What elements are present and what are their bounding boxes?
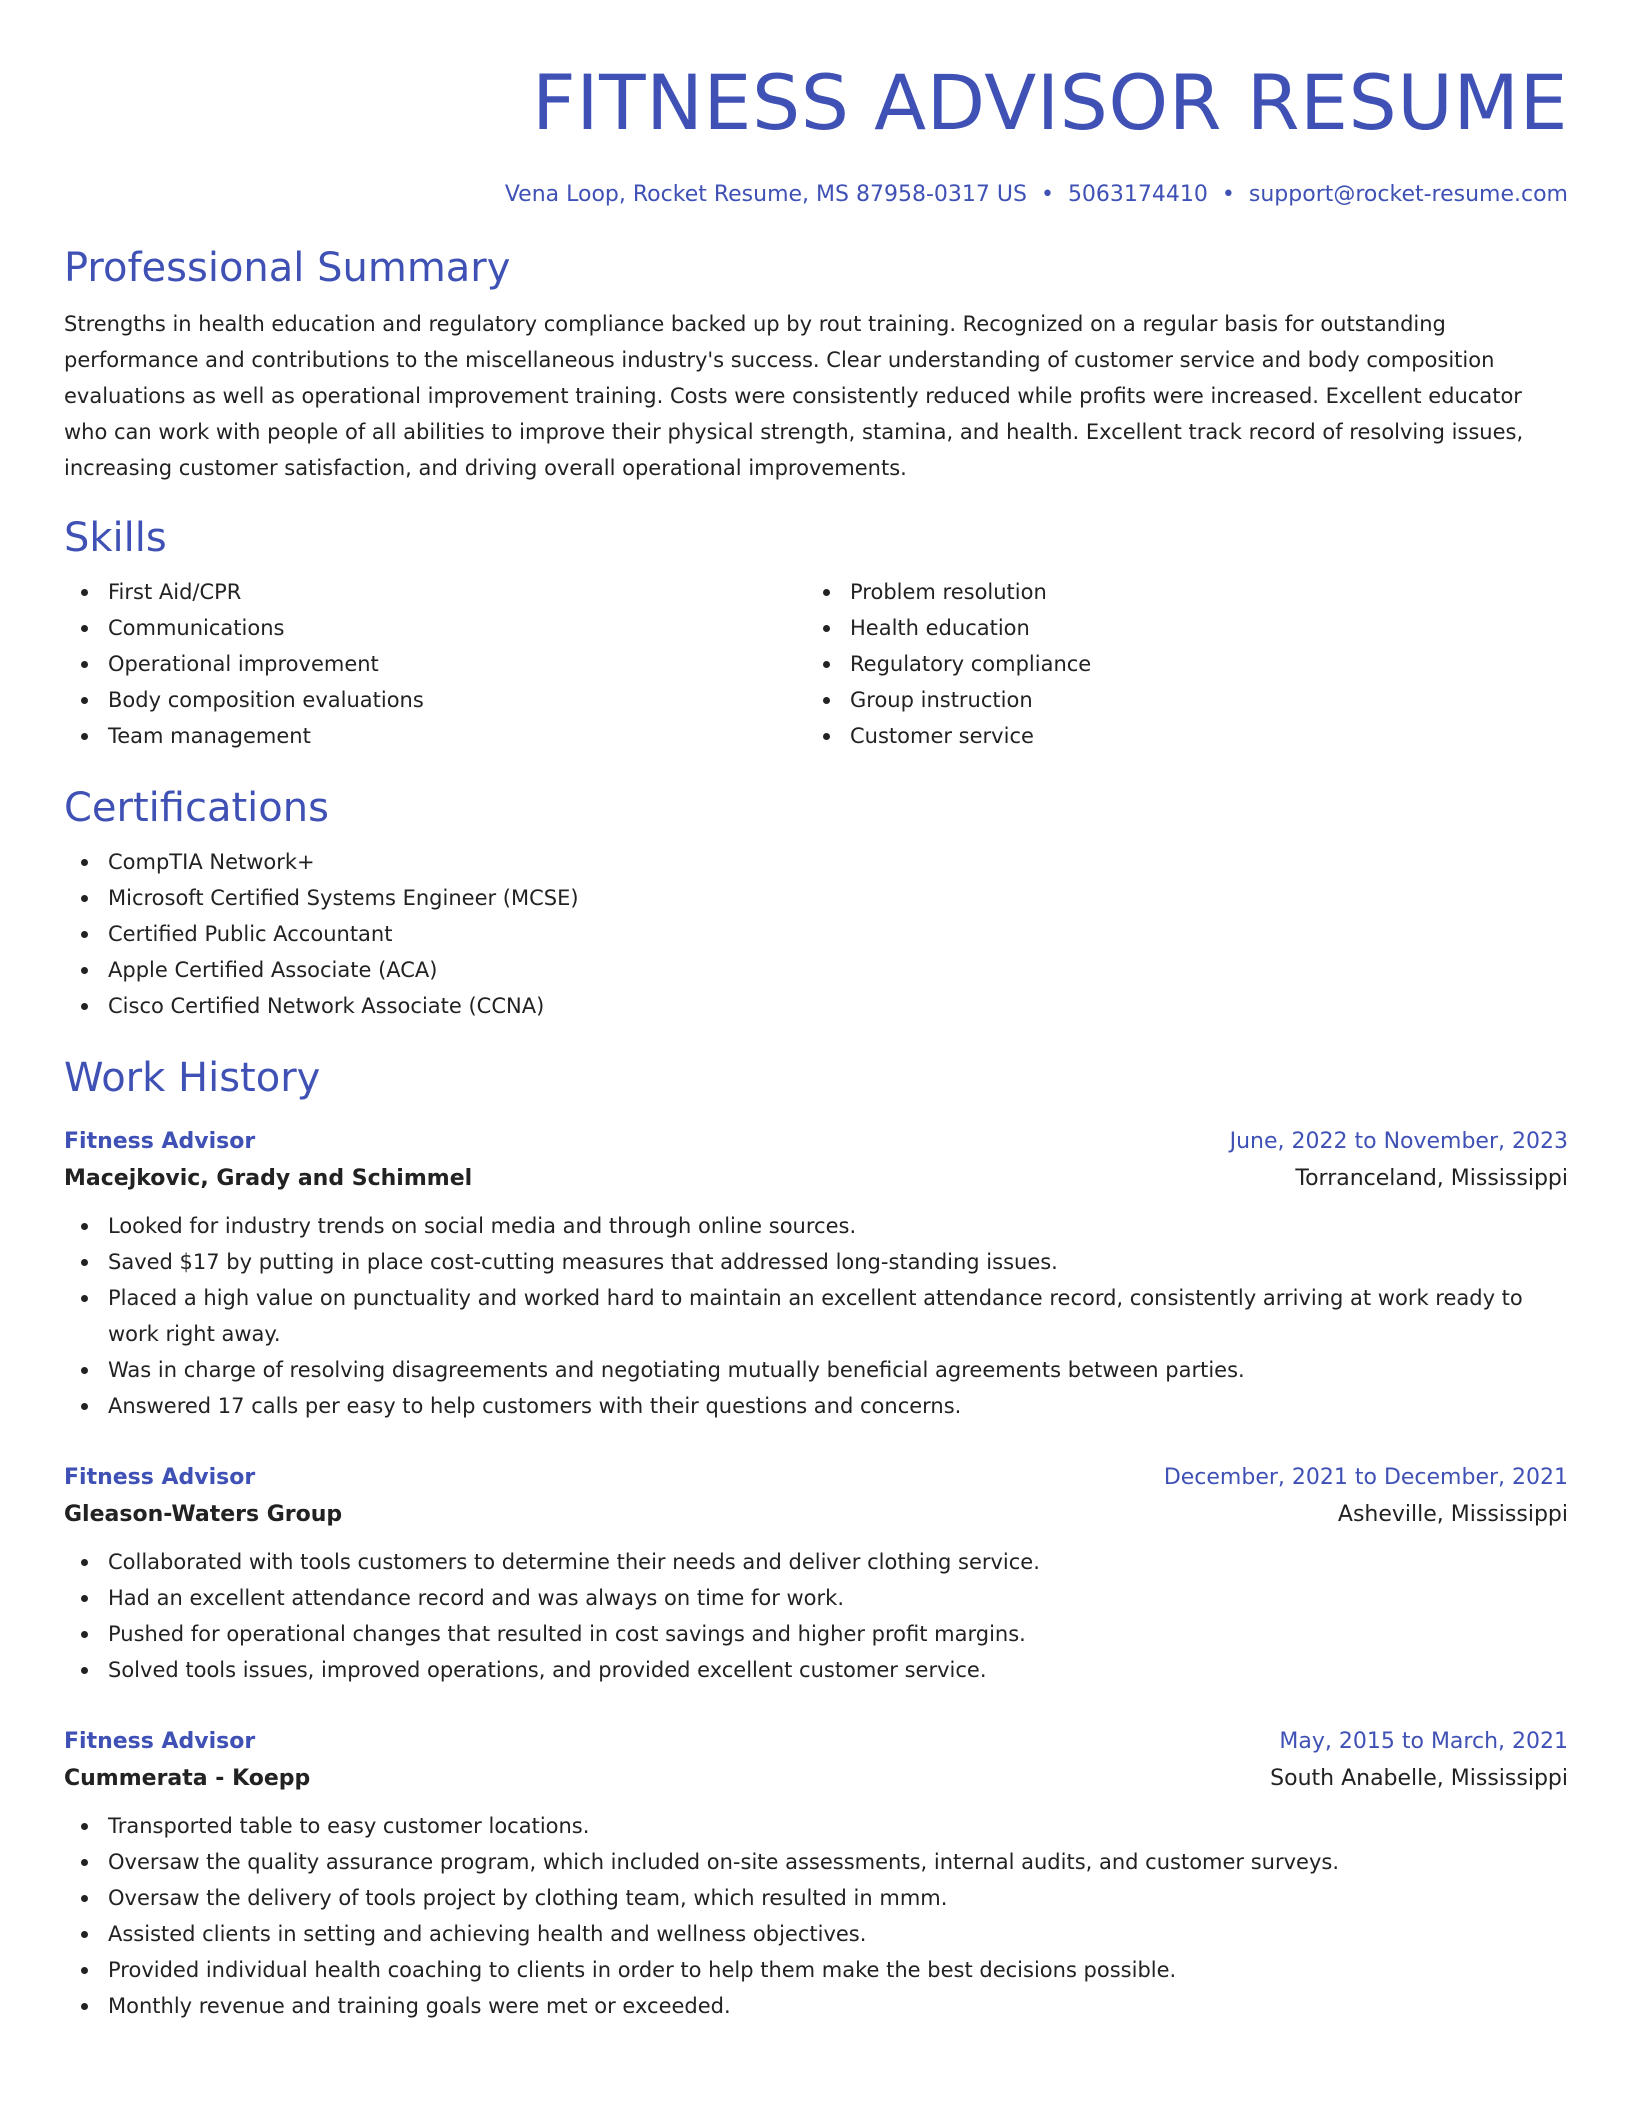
job-location: Torranceland, Mississippi — [1295, 1166, 1568, 1191]
job-bullet: Provided individual health coaching to clients in order to help them make the best decisions possible. — [64, 1952, 1568, 1988]
certification-item: Apple Certified Associate (ACA) — [64, 952, 1568, 988]
summary-heading: Professional Summary — [64, 245, 511, 291]
contact-line — [64, 180, 1568, 210]
job-bullets — [64, 1808, 1568, 2024]
job-bullet: Solved tools issues, improved operations, and provided excellent customer service. — [64, 1652, 1568, 1688]
resume-header — [64, 0, 1568, 210]
job-entry — [64, 1724, 1568, 2024]
job-bullet: Monthly revenue and training goals were met or exceeded. — [64, 1988, 1568, 2024]
skills-heading: Skills — [64, 515, 167, 561]
job-bullet: Placed a high value on punctuality and worked hard to maintain an excellent attendance record, consistently arriving at work ready to work right away. — [64, 1280, 1568, 1352]
job-bullet: Looked for industry trends on social media and through online sources. — [64, 1208, 1568, 1244]
summary-text: Strengths in health education and regulatory compliance backed up by rout training. Recognized on a regular basis for outstanding performance and contributions to the miscellaneous industry's success. Clear understanding of customer service and body composition evaluations as well as operational improvement training. Costs were consistently reduced while profits were increased. Excellent educator who can work with people of all abilities to improve their physical strength, stamina, and health. Excellent track record of resolving issues, increasing customer satisfaction, and driving overall operational improvements. — [64, 312, 1524, 480]
job-bullet: Pushed for operational changes that resulted in cost savings and higher profit margins. — [64, 1616, 1568, 1652]
skill-item: Communications — [64, 610, 806, 646]
job-company: Macejkovic, Grady and Schimmel — [64, 1166, 473, 1191]
job-dates: May, 2015 to March, 2021 — [1279, 1729, 1568, 1754]
job-bullet: Oversaw the quality assurance program, which included on-site assessments, internal audits, and customer surveys. — [64, 1844, 1568, 1880]
job-bullet: Collaborated with tools customers to determine their needs and deliver clothing service. — [64, 1544, 1568, 1580]
job-employer-row — [64, 1496, 1568, 1534]
job-entry — [64, 1124, 1568, 1424]
skills-column-right — [806, 574, 1548, 754]
job-company: Cummerata - Koepp — [64, 1766, 311, 1791]
job-bullet: Saved $17 by putting in place cost-cutting measures that addressed long-standing issues. — [64, 1244, 1568, 1280]
skills-list — [64, 574, 1568, 754]
job-title: Fitness Advisor — [64, 1729, 256, 1754]
job-title: Fitness Advisor — [64, 1129, 256, 1154]
job-bullet: Was in charge of resolving disagreements and negotiating mutually beneficial agreements between parties. — [64, 1352, 1568, 1388]
contact-email: support@rocket-resume.com — [1248, 182, 1568, 207]
job-entry — [64, 1460, 1568, 1688]
certification-item: Cisco Certified Network Associate (CCNA) — [64, 988, 1568, 1024]
job-bullet: Transported table to easy customer locations. — [64, 1808, 1568, 1844]
resume-page — [64, 0, 1568, 2024]
work-history-heading: Work History — [64, 1055, 321, 1101]
certifications-heading: Certifications — [64, 785, 329, 831]
job-title: Fitness Advisor — [64, 1465, 256, 1490]
job-bullets — [64, 1544, 1568, 1688]
certification-item: Microsoft Certified Systems Engineer (MCSE) — [64, 880, 1568, 916]
job-dates: June, 2022 to November, 2023 — [1229, 1129, 1568, 1154]
skill-item: Team management — [64, 718, 806, 754]
skills-column-left — [64, 574, 806, 754]
job-header-row — [64, 1724, 1568, 1760]
skill-item: Health education — [806, 610, 1548, 646]
job-bullet: Answered 17 calls per easy to help customers with their questions and concerns. — [64, 1388, 1568, 1424]
job-header-row — [64, 1460, 1568, 1496]
skill-item: Operational improvement — [64, 646, 806, 682]
job-bullets — [64, 1208, 1568, 1424]
certifications-list — [64, 844, 1568, 1024]
certification-item: Certified Public Accountant — [64, 916, 1568, 952]
job-employer-row — [64, 1160, 1568, 1198]
contact-separator: • — [1040, 182, 1054, 207]
skill-item: Customer service — [806, 718, 1548, 754]
job-header-row — [64, 1124, 1568, 1160]
contact-phone: 5063174410 — [1067, 182, 1208, 207]
skill-item: First Aid/CPR — [64, 574, 806, 610]
job-company: Gleason-Waters Group — [64, 1502, 343, 1527]
job-location: Asheville, Mississippi — [1337, 1502, 1568, 1527]
job-employer-row — [64, 1760, 1568, 1798]
job-bullet: Had an excellent attendance record and was always on time for work. — [64, 1580, 1568, 1616]
skill-item: Body composition evaluations — [64, 682, 806, 718]
skill-item: Problem resolution — [806, 574, 1548, 610]
job-bullet: Assisted clients in setting and achieving health and wellness objectives. — [64, 1916, 1568, 1952]
job-location: South Anabelle, Mississippi — [1270, 1766, 1568, 1791]
contact-separator: • — [1221, 182, 1235, 207]
skill-item: Regulatory compliance — [806, 646, 1548, 682]
job-bullet: Oversaw the delivery of tools project by clothing team, which resulted in mmm. — [64, 1880, 1568, 1916]
resume-title: FITNESS ADVISOR RESUME — [532, 58, 1568, 147]
certification-item: CompTIA Network+ — [64, 844, 1568, 880]
job-dates: December, 2021 to December, 2021 — [1163, 1465, 1568, 1490]
contact-address: Vena Loop, Rocket Resume, MS 87958-0317 US — [504, 182, 1027, 207]
skill-item: Group instruction — [806, 682, 1548, 718]
